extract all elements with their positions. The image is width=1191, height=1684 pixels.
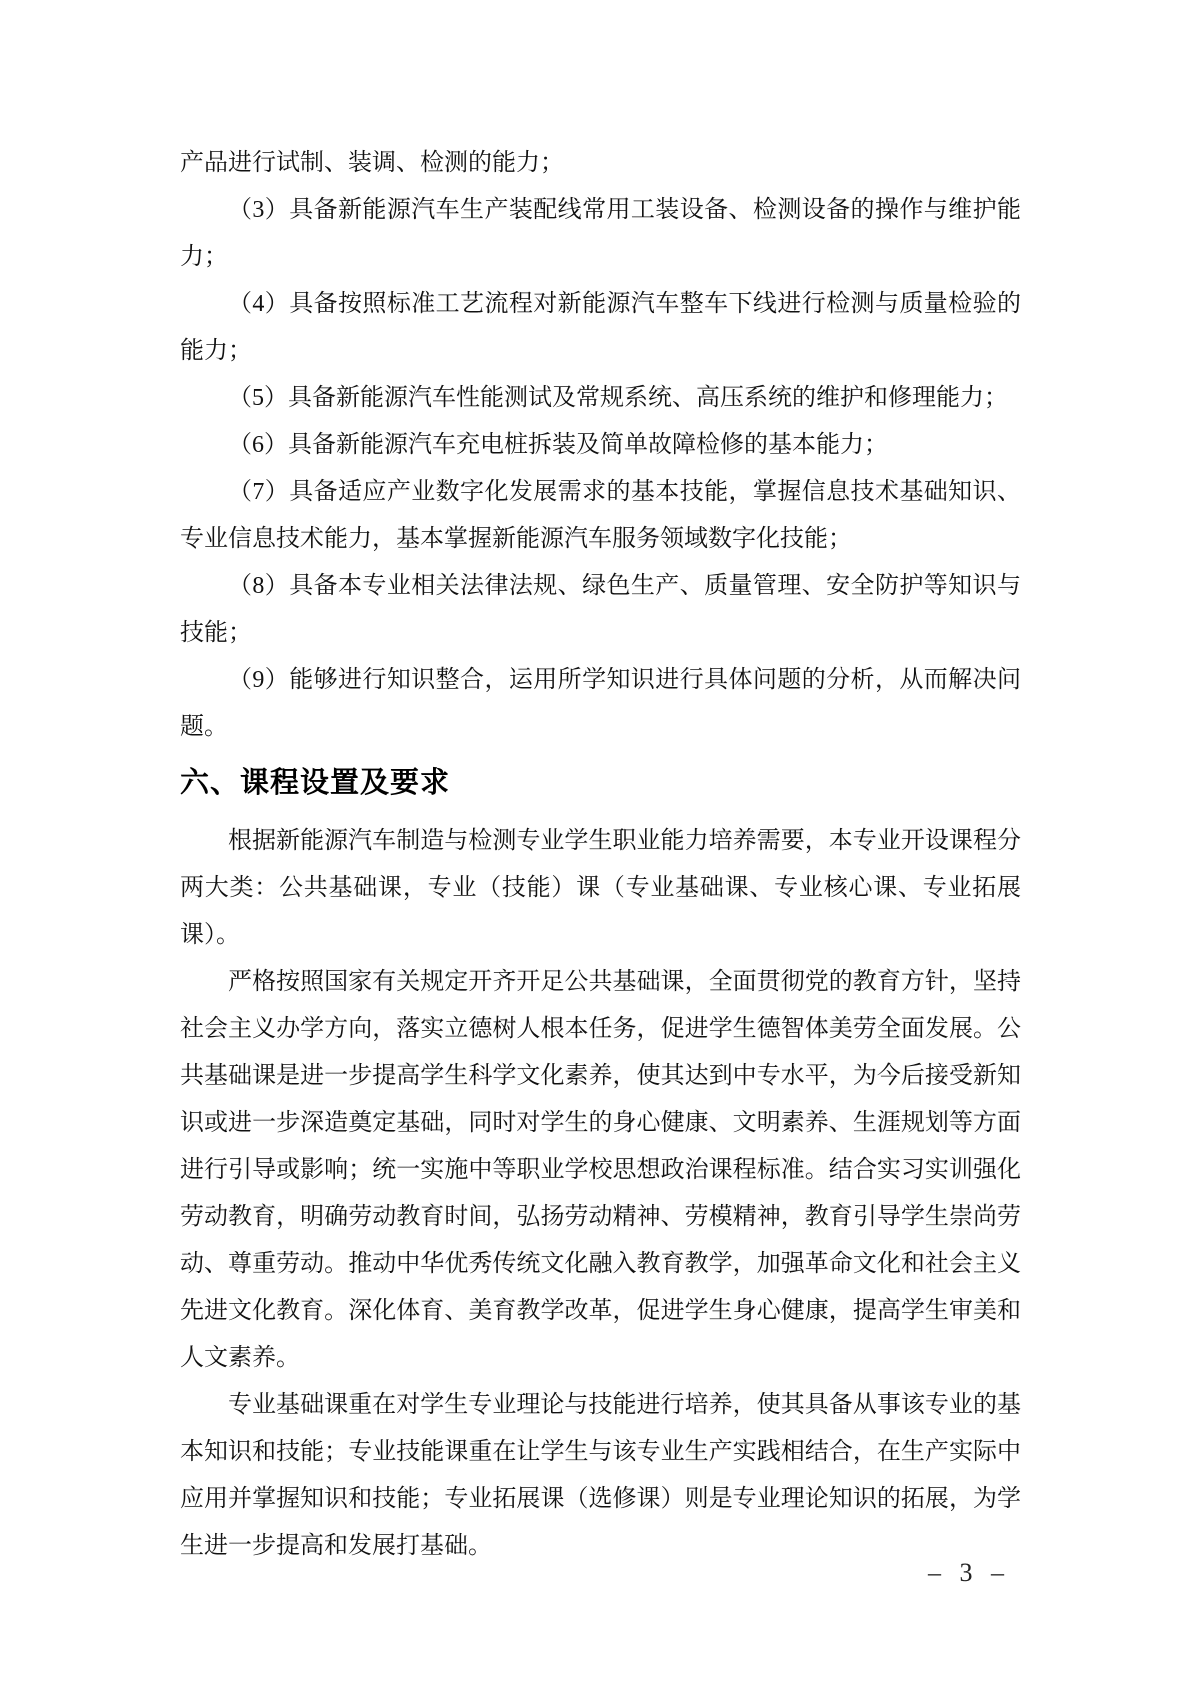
ability-item-3: （3）具备新能源汽车生产装配线常用工装设备、检测设备的操作与维护能力； (180, 197, 1021, 270)
ability-item-6: （6）具备新能源汽车充电桩拆装及简单故障检修的基本能力； (228, 432, 888, 458)
paragraph-public-basic-courses: 严格按照国家有关规定开齐开足公共基础课，全面贯彻党的教育方针，坚持社会主义办学方向，落实立德树人根本任务，促进学生德智体美劳全面发展。公共基础课是进一步提高学生科学文化素养，使其达到中专水平，为今后接受新知识或进一步深造奠定基础，同时对学生的身心健康、文明素养、生涯规划等方面进行引导或影响；统一实施中等职业学校思想政治课程标准。结合实习实训强化劳动教育，明确劳动教育时间，弘扬劳动精神、劳模精神，教育引导学生崇尚劳动、尊重劳动。推动中华优秀传统文化融入教育教学，加强革命文化和社会主义先进文化教育。深化体育、美育教学改革，促进学生身心健康，提高学生审美和人文素养。 (180, 969, 1021, 1371)
paragraph-course-categories: 根据新能源汽车制造与检测专业学生职业能力培养需要，本专业开设课程分两大类：公共基础课，专业（技能）课（专业基础课、专业核心课、专业拓展课）。 (180, 828, 1021, 948)
paragraph-continuation: 产品进行试制、装调、检测的能力； (180, 150, 564, 176)
document-body (180, 140, 1021, 1570)
ability-item-7: （7）具备适应产业数字化发展需求的基本技能，掌握信息技术基础知识、专业信息技术能力，基本掌握新能源汽车服务领域数字化技能； (180, 479, 1021, 552)
section-heading-course-setup: 六、课程设置及要求 (180, 767, 451, 799)
ability-item-4: （4）具备按照标准工艺流程对新能源汽车整车下线进行检测与质量检验的能力； (180, 291, 1021, 364)
ability-item-9: （9）能够进行知识整合，运用所学知识进行具体问题的分析，从而解决问题。 (180, 667, 1021, 740)
paragraph-professional-courses: 专业基础课重在对学生专业理论与技能进行培养，使其具备从事该专业的基本知识和技能；专业技能课重在让学生与该专业生产实践相结合，在生产实际中应用并掌握知识和技能；专业拓展课（选修课）则是专业理论知识的拓展，为学生进一步提高和发展打基础。 (180, 1392, 1021, 1559)
page-number: – 3 – (928, 1558, 1010, 1587)
ability-item-5: （5）具备新能源汽车性能测试及常规系统、高压系统的维护和修理能力； (228, 385, 1008, 411)
ability-item-8: （8）具备本专业相关法律法规、绿色生产、质量管理、安全防护等知识与技能； (180, 573, 1021, 646)
